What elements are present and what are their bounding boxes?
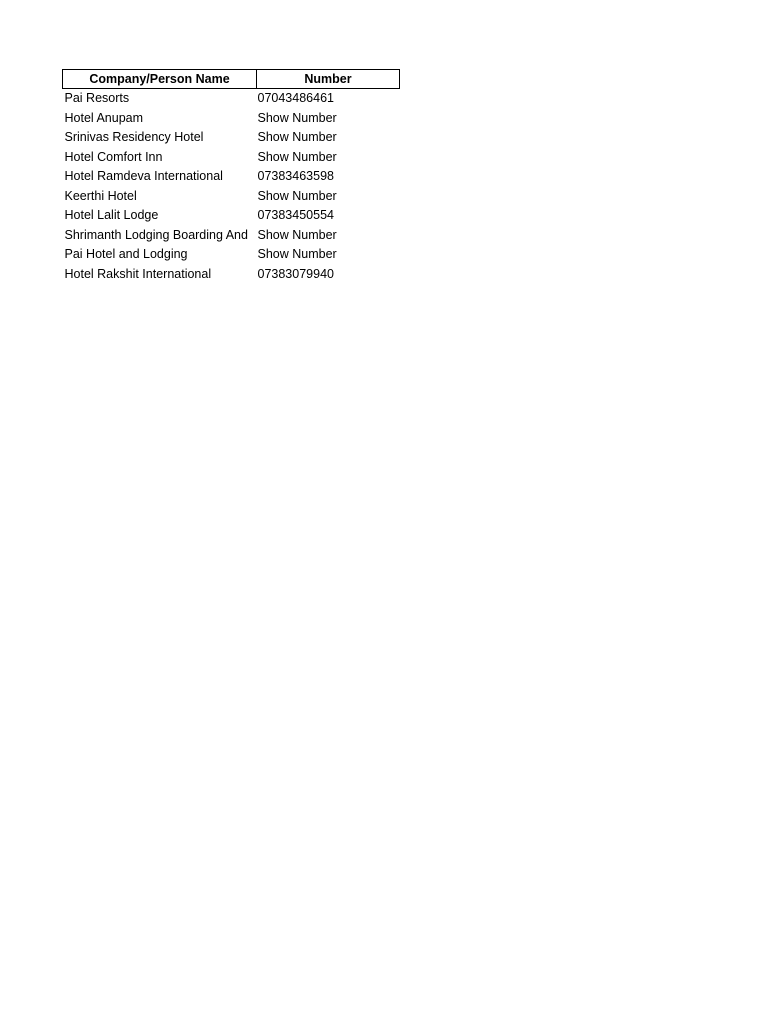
cell-number: Show Number <box>257 130 337 144</box>
table-row <box>63 226 400 246</box>
table-row <box>63 89 400 109</box>
cell-number: Show Number <box>257 247 337 261</box>
cell-number: 07383079940 <box>257 266 334 281</box>
table-row <box>63 187 400 207</box>
cell-name: Shrimanth Lodging Boarding And <box>64 227 248 242</box>
table-row <box>63 245 400 265</box>
contact-table <box>62 69 400 284</box>
cell-name: Hotel Anupam <box>64 110 144 125</box>
cell-number: Show Number <box>257 227 337 242</box>
cell-name: Hotel Ramdeva International <box>64 169 223 183</box>
cell-number: 07383463598 <box>257 169 334 183</box>
cell-name: Keerthi Hotel <box>64 188 137 203</box>
cell-name: Hotel Lalit Lodge <box>64 208 159 222</box>
cell-name: Pai Hotel and Lodging <box>64 247 188 261</box>
table-row <box>63 109 400 129</box>
table-row <box>63 167 400 187</box>
table-header-row <box>63 70 400 89</box>
cell-number: Show Number <box>257 188 337 203</box>
table-row <box>63 148 400 168</box>
table-row <box>63 265 400 285</box>
table-row <box>63 128 400 148</box>
cell-name: Hotel Rakshit International <box>64 266 212 281</box>
cell-name: Srinivas Residency Hotel <box>64 130 204 144</box>
header-company-person-name: Company/Person Name <box>63 70 257 89</box>
cell-number: 07383450554 <box>257 208 334 222</box>
cell-name: Pai Resorts <box>64 91 130 105</box>
header-number: Number <box>257 70 400 89</box>
cell-number: 07043486461 <box>257 91 334 105</box>
table-row <box>63 206 400 226</box>
cell-name: Hotel Comfort Inn <box>64 149 163 164</box>
cell-number: Show Number <box>257 110 337 125</box>
cell-number: Show Number <box>257 149 337 164</box>
